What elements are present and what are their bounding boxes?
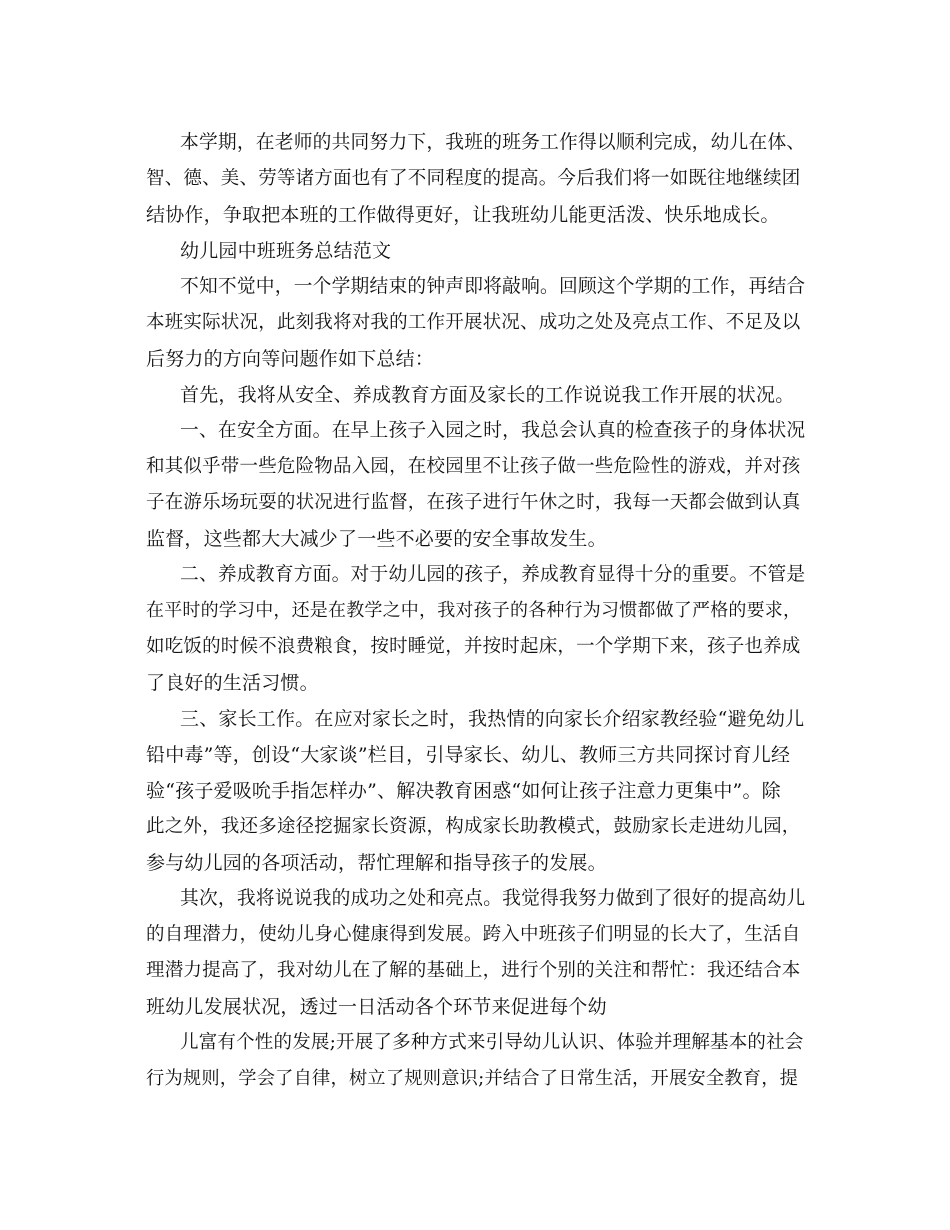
- text-line: 班幼儿发展状况，透过一日活动各个环节来促进每个幼: [146, 996, 607, 1018]
- text-line: 本学期，在老师的共同努力下，我班的班务工作得以顺利完成，幼儿在体、: [180, 132, 806, 153]
- text-line: 首先，我将从安全、养成教育方面及家长的工作说说我工作开展的状况。: [180, 384, 795, 406]
- text-line: 监督，这些都大大减少了一些不必要的安全事故发生。: [146, 528, 607, 550]
- text-line: 此之外，我还多途径挖掘家长资源，构成家长助教模式，鼓励家长走进幼儿园，: [146, 816, 801, 837]
- text-line: 验“孩子爱吸吮手指怎样办”、解决教育困惑“如何让孩子注意力更集中”。除: [146, 780, 781, 802]
- text-line: 参与幼儿园的各项活动，帮忙理解和指导孩子的发展。: [146, 852, 607, 874]
- text-line: 儿富有个性的发展;开展了多种方式来引导幼儿认识、体验并理解基本的社会: [180, 1032, 804, 1053]
- text-line: 的自理潜力，使幼儿身心健康得到发展。跨入中班孩子们明显的长大了，生活自: [146, 924, 801, 945]
- text-line: 子在游乐场玩耍的状况进行监督，在孩子进行午休之时，我每一天都会做到认真: [146, 492, 801, 513]
- text-line: 一、在安全方面。在早上孩子入园之时，我总会认真的检查孩子的身体状况: [180, 420, 806, 441]
- text-line: 不知不觉中，一个学期结束的钟声即将敲响。回顾这个学期的工作，再结合: [180, 276, 806, 297]
- text-line: 在平时的学习中，还是在教学之中，我对孩子的各种行为习惯都做了严格的要求，: [146, 600, 802, 621]
- text-line: 二、养成教育方面。对于幼儿园的孩子，养成教育显得十分的重要。不管是: [180, 564, 806, 585]
- text-line: 和其似乎带一些危险物品入园，在校园里不让孩子做一些危险性的游戏，并对孩: [146, 456, 801, 477]
- text-line: 智、德、美、劳等诸方面也有了不同程度的提高。今后我们将一如既往地继续团: [146, 168, 801, 189]
- section-title: 幼儿园中班班务总结范文: [180, 240, 392, 262]
- text-line: 了良好的生活习惯。: [146, 672, 319, 694]
- text-line: 后努力的方向等问题作如下总结：: [146, 348, 435, 370]
- text-line: 三、家长工作。在应对家长之时，我热情的向家长介绍家教经验“避免幼儿: [180, 708, 805, 730]
- text-line: 理潜力提高了，我对幼儿在了解的基础上，进行个别的关注和帮忙：我还结合本: [146, 960, 801, 981]
- text-line: 结协作，争取把本班的工作做得更好，让我班幼儿能更活泼、快乐地成长。: [146, 204, 780, 226]
- text-line: 其次，我将说说我的成功之处和亮点。我觉得我努力做到了很好的提高幼儿: [180, 888, 806, 909]
- text-line: 如吃饭的时候不浪费粮食，按时睡觉，并按时起床，一个学期下来，孩子也养成: [146, 636, 801, 657]
- text-line: 铅中毒”等，创设“大家谈”栏目，引导家长、幼儿、教师三方共同探讨育儿经: [146, 744, 791, 766]
- text-line: 本班实际状况，此刻我将对我的工作开展状况、成功之处及亮点工作、不足及以: [146, 312, 801, 333]
- text-line: 行为规则，学会了自律，树立了规则意识;并结合了日常生活，开展安全教育，提: [146, 1068, 799, 1089]
